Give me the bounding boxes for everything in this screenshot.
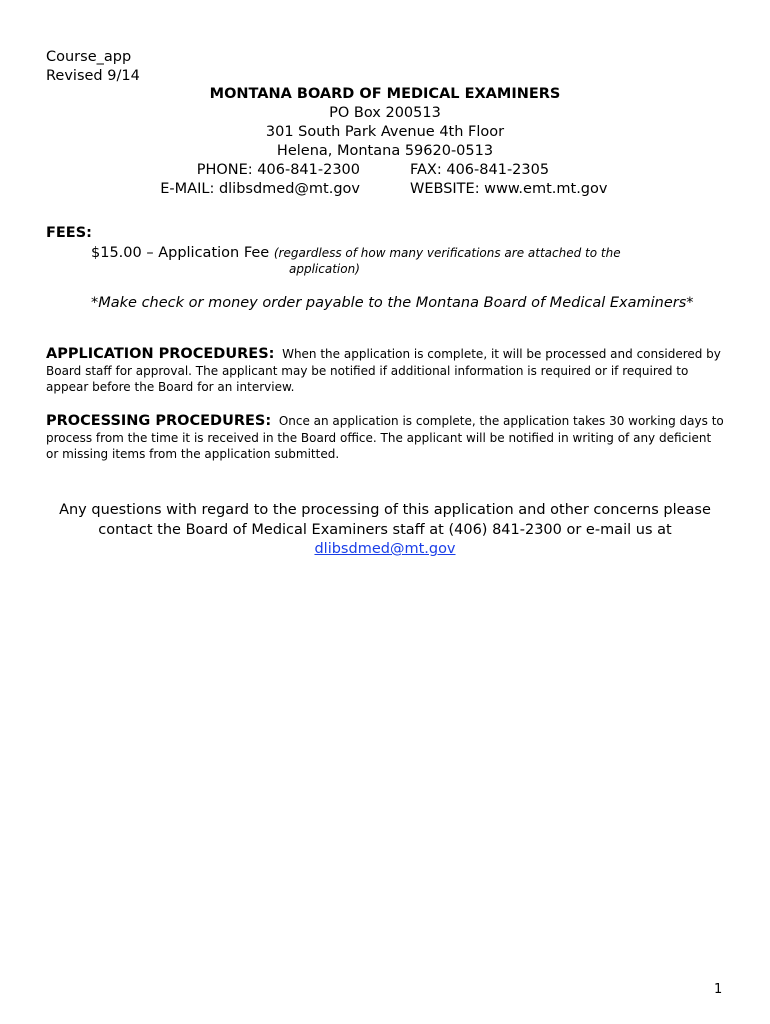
website-address: WEBSITE: www.emt.mt.gov bbox=[410, 181, 608, 197]
fees-heading: FEES: bbox=[46, 225, 92, 241]
form-code bbox=[46, 48, 140, 86]
letterhead bbox=[0, 85, 770, 199]
contact-note bbox=[40, 501, 730, 560]
city-state-zip: Helena, Montana 59620-0513 bbox=[276, 143, 494, 159]
fee-amount: $15.00 – Application Fee bbox=[91, 245, 270, 261]
organization-name: MONTANA BOARD OF MEDICAL EXAMINERS bbox=[209, 86, 561, 102]
phone-number: PHONE: 406-841-2300 bbox=[196, 162, 360, 178]
email-website-row bbox=[0, 180, 770, 199]
contact-note-text: Any questions with regard to the processing of this application and other concerns please contact the Board of Medical Examiners staff at (406) 841-2300 or e-mail us at bbox=[59, 502, 711, 538]
po-box: PO Box 200513 bbox=[329, 105, 441, 121]
payable-instruction: *Make check or money order payable to the Montana Board of Medical Examiners* bbox=[91, 295, 694, 311]
contact-email-link[interactable]: dlibsdmed@mt.gov bbox=[314, 541, 456, 557]
form-code-name: Course_app bbox=[46, 49, 132, 65]
fee-note: (regardless of how many verifications are attached to the bbox=[273, 246, 621, 260]
phone-fax-row bbox=[0, 161, 770, 180]
application-procedures-body: When the application is complete, it will be processed and considered by Board staff for approval. The applicant may be notified if additional information is required or if required to appear before the Board for an interview. bbox=[46, 347, 721, 394]
street-address: 301 South Park Avenue 4th Floor bbox=[265, 124, 505, 140]
fax-number: FAX: 406-841-2305 bbox=[410, 162, 550, 178]
email-address: E-MAIL: dlibsdmed@mt.gov bbox=[160, 181, 360, 197]
page-number: 1 bbox=[714, 982, 723, 997]
application-procedures-heading: APPLICATION PROCEDURES: bbox=[46, 346, 275, 362]
processing-procedures-section bbox=[46, 413, 726, 463]
form-revision: Revised 9/14 bbox=[46, 68, 140, 84]
fee-line bbox=[91, 244, 691, 263]
processing-procedures-heading: PROCESSING PROCEDURES: bbox=[46, 413, 272, 429]
application-procedures-section bbox=[46, 346, 726, 396]
fee-note-continued: application) bbox=[289, 262, 360, 276]
processing-procedures-body: Once an application is complete, the application takes 30 working days to process from the time it is received in the Board office. The applicant will be notified in writing of any deficient or missing items from the application submitted. bbox=[46, 414, 724, 461]
